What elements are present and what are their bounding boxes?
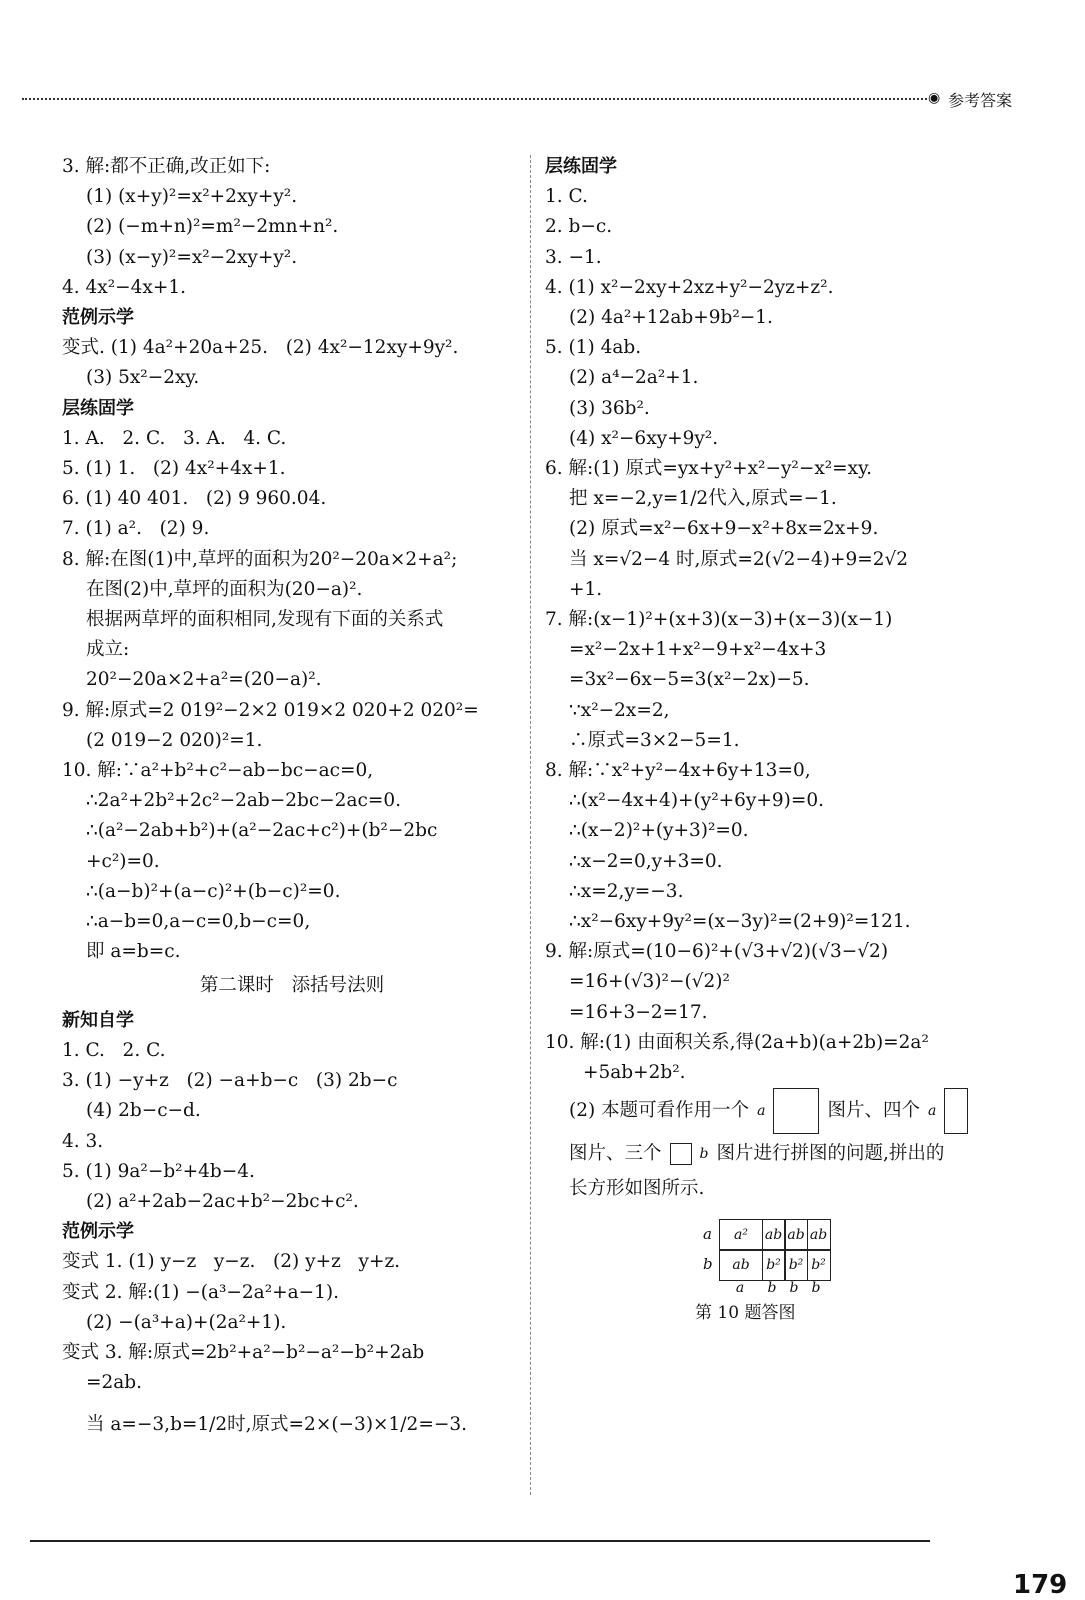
answer-line: 5. (1) 1. (2) 4x²+4x+1. bbox=[62, 458, 286, 480]
answer-line: (2 019−2 020)²=1. bbox=[86, 729, 263, 751]
answer-line: (2) a⁴−2a²+1. bbox=[569, 367, 699, 389]
rectangle-tile-icon bbox=[944, 1088, 968, 1134]
answer-line: 8. 解:在图(1)中,草坪的面积为20²−20a×2+a²; bbox=[62, 548, 458, 570]
small-square-tile-icon bbox=[670, 1143, 692, 1165]
q10-part2-line1 bbox=[545, 1088, 1015, 1134]
answer-line: ∴2a²+2b²+2c²−2ab−2bc−2ac=0. bbox=[86, 790, 401, 812]
answer-line: 9. 解:原式=2 019²−2×2 019×2 020+2 020²= bbox=[62, 699, 479, 721]
q10-text: (2) 本题可看作用一个 bbox=[569, 1100, 750, 1122]
q10-text: 图片、三个 bbox=[569, 1143, 662, 1165]
column-divider bbox=[530, 155, 531, 1495]
answer-line: ∵x²−2x=2, bbox=[569, 699, 670, 721]
answer-line: =x²−2x+1+x²−9+x²−4x+3 bbox=[569, 639, 827, 661]
header-title: 参考答案 bbox=[948, 91, 1013, 110]
answer-line: ∴x=2,y=−3. bbox=[569, 880, 684, 902]
figure-bottom-labels bbox=[703, 1280, 1015, 1296]
answer-line: (3) 5x²−2xy. bbox=[86, 367, 200, 389]
answer-line: =16+(√3)²−(√2)² bbox=[569, 971, 730, 993]
section-heading: 层练固学 bbox=[62, 397, 134, 419]
figure-cell: b² bbox=[762, 1249, 786, 1281]
answer-line: (4) x²−6xy+9y². bbox=[569, 427, 719, 449]
figure-cell: ab bbox=[762, 1219, 786, 1251]
header-bullet-icon: ◉ bbox=[928, 90, 941, 106]
answer-line: +1. bbox=[569, 578, 603, 600]
figure-bottom-label: a bbox=[735, 1279, 745, 1296]
answer-line: ∴a−b=0,a−c=0,b−c=0, bbox=[86, 911, 311, 933]
answer-line: 20²−20a×2+a²=(20−a)². bbox=[86, 669, 322, 691]
square-tile-icon bbox=[773, 1088, 819, 1134]
figure-side-label: b bbox=[703, 1255, 713, 1274]
figure-bottom-label: b bbox=[767, 1279, 777, 1296]
answer-line: 当 a=−3,b=1/2时,原式=2×(−3)×1/2=−3. bbox=[86, 1414, 467, 1436]
section-heading: 层练固学 bbox=[545, 156, 617, 177]
answer-line: +5ab+2b². bbox=[583, 1062, 686, 1084]
q10-text: 图片进行拼图的问题,拼出的 bbox=[716, 1143, 945, 1165]
right-column-lines bbox=[545, 152, 1015, 1088]
answer-line: ∴(x²−4x+4)+(y²+6y+9)=0. bbox=[569, 790, 824, 812]
answer-line: 成立: bbox=[86, 639, 130, 661]
answer-line: 3. −1. bbox=[545, 246, 602, 268]
figure-row-top bbox=[703, 1219, 1015, 1250]
answer-line: 即 a=b=c. bbox=[86, 941, 181, 963]
answer-line: 根据两草坪的面积相同,发现有下面的关系式 bbox=[86, 609, 444, 631]
figure-caption: 第 10 题答图 bbox=[695, 1302, 796, 1323]
answer-line: =3x²−6x−5=3(x²−2x)−5. bbox=[569, 669, 810, 691]
page-number: 179 bbox=[1013, 1570, 1068, 1600]
answer-line: ∴原式=3×2−5=1. bbox=[569, 729, 740, 751]
figure-side-label: a bbox=[703, 1224, 712, 1243]
figure-bottom-label: b bbox=[789, 1279, 799, 1296]
figure-cell: ab bbox=[807, 1219, 831, 1251]
answer-line: 10. 解:(1) 由面积关系,得(2a+b)(a+2b)=2a² bbox=[545, 1031, 929, 1053]
figure-row-bottom bbox=[703, 1249, 1015, 1280]
q10-text: 图片、四个 bbox=[827, 1100, 920, 1122]
answer-line: 7. (1) a². (2) 9. bbox=[62, 518, 210, 540]
answer-line: (2) 4a²+12ab+9b²−1. bbox=[569, 307, 773, 329]
answer-line: 6. 解:(1) 原式=yx+y²+x²−y²−x²=xy. bbox=[545, 458, 872, 480]
answer-line: 10. 解:∵a²+b²+c²−ab−bc−ac=0, bbox=[62, 760, 374, 782]
answer-line: 7. 解:(x−1)²+(x+3)(x−3)+(x−3)(x−1) bbox=[545, 609, 893, 631]
answer-line: ∴(a²−2ab+b²)+(a²−2ac+c²)+(b²−2bc bbox=[86, 820, 438, 842]
answer-line: 3. (1) −y+z (2) −a+b−c (3) 2b−c bbox=[62, 1070, 398, 1092]
answer-line: (4) 2b−c−d. bbox=[86, 1100, 201, 1122]
answer-line: 9. 解:原式=(10−6)²+(√3+√2)(√3−√2) bbox=[545, 941, 889, 963]
answer-line: ∴x−2=0,y+3=0. bbox=[569, 850, 723, 872]
answer-line: 变式 1. (1) y−z y−z. (2) y+z y+z. bbox=[62, 1251, 401, 1273]
left-column bbox=[62, 152, 522, 1441]
answer-line: ∴x²−6xy+9y²=(x−3y)²=(2+9)²=121. bbox=[569, 911, 911, 933]
answer-line: 变式 3. 解:原式=2b²+a²−b²−a²−b²+2ab bbox=[62, 1341, 425, 1363]
answer-line: =2ab. bbox=[86, 1372, 143, 1394]
q10-part2-line2 bbox=[545, 1134, 1015, 1174]
figure-cell: ab bbox=[719, 1249, 763, 1281]
answer-line: 变式. (1) 4a²+20a+25. (2) 4x²−12xy+9y². bbox=[62, 337, 459, 359]
tile-label: b bbox=[699, 1146, 709, 1163]
section-heading: 第二课时 添括号法则 bbox=[199, 975, 385, 997]
answer-line: (3) (x−y)²=x²−2xy+y². bbox=[86, 246, 298, 268]
answer-line: 6. (1) 40 401. (2) 9 960.04. bbox=[62, 488, 327, 510]
answer-line: 5. (1) 4ab. bbox=[545, 337, 642, 359]
answer-line: (2) −(a³+a)+(2a²+1). bbox=[86, 1311, 287, 1333]
figure-bottom-label: b bbox=[811, 1279, 821, 1296]
figure-cell: a² bbox=[719, 1219, 763, 1251]
section-heading: 范例示学 bbox=[62, 1221, 134, 1243]
answer-line: 5. (1) 9a²−b²+4b−4. bbox=[62, 1160, 255, 1182]
answer-line: 4. (1) x²−2xy+2xz+y²−2yz+z². bbox=[545, 276, 834, 298]
answer-line: 2. b−c. bbox=[545, 216, 613, 238]
answer-line: 在图(2)中,草坪的面积为(20−a)². bbox=[86, 578, 363, 600]
tile-label: a bbox=[927, 1103, 937, 1120]
answer-line: 4. 3. bbox=[62, 1130, 104, 1152]
figure-cell: b² bbox=[807, 1249, 831, 1281]
section-heading: 新知自学 bbox=[62, 1009, 134, 1031]
answer-line: 1. C. 2. C. bbox=[62, 1039, 166, 1061]
answer-line: 把 x=−2,y=1/2代入,原式=−1. bbox=[569, 488, 837, 510]
answer-line: 4. 4x²−4x+1. bbox=[62, 276, 187, 298]
answer-line bbox=[62, 1398, 522, 1410]
answer-line: 当 x=√2−4 时,原式=2(√2−4)+9=2√2 bbox=[569, 548, 909, 570]
figure-cell: ab bbox=[784, 1219, 808, 1251]
figure-cell: b² bbox=[784, 1249, 808, 1281]
answer-line: ∴(x−2)²+(y+3)²=0. bbox=[569, 820, 749, 842]
answer-line: (2) (−m+n)²=m²−2mn+n². bbox=[86, 216, 339, 238]
answer-line: 变式 2. 解:(1) −(a³−2a²+a−1). bbox=[62, 1281, 340, 1303]
header-dotted-rule bbox=[22, 98, 927, 100]
right-column bbox=[545, 152, 1015, 1323]
tile-label: a bbox=[757, 1103, 766, 1120]
answer-line: 8. 解:∵x²+y²−4x+6y+13=0, bbox=[545, 760, 811, 782]
q10-answer-figure bbox=[695, 1219, 1015, 1323]
answer-line: 1. C. bbox=[545, 186, 588, 208]
answer-line: (2) 原式=x²−6x+9−x²+8x=2x+9. bbox=[569, 518, 879, 540]
footer-rule bbox=[30, 1540, 930, 1542]
answer-line: 3. 解:都不正确,改正如下: bbox=[62, 156, 271, 177]
answer-line: =16+3−2=17. bbox=[569, 1001, 708, 1023]
q10-text: 长方形如图所示. bbox=[569, 1178, 705, 1200]
answer-line: ∴(a−b)²+(a−c)²+(b−c)²=0. bbox=[86, 880, 341, 902]
answer-line: (3) 36b². bbox=[569, 397, 650, 419]
answer-line: +c²)=0. bbox=[86, 850, 160, 872]
section-heading: 范例示学 bbox=[62, 307, 134, 329]
answer-line: (2) a²+2ab−2ac+b²−2bc+c². bbox=[86, 1190, 359, 1212]
answer-line: 1. A. 2. C. 3. A. 4. C. bbox=[62, 427, 287, 449]
answer-line: (1) (x+y)²=x²+2xy+y². bbox=[86, 186, 298, 208]
